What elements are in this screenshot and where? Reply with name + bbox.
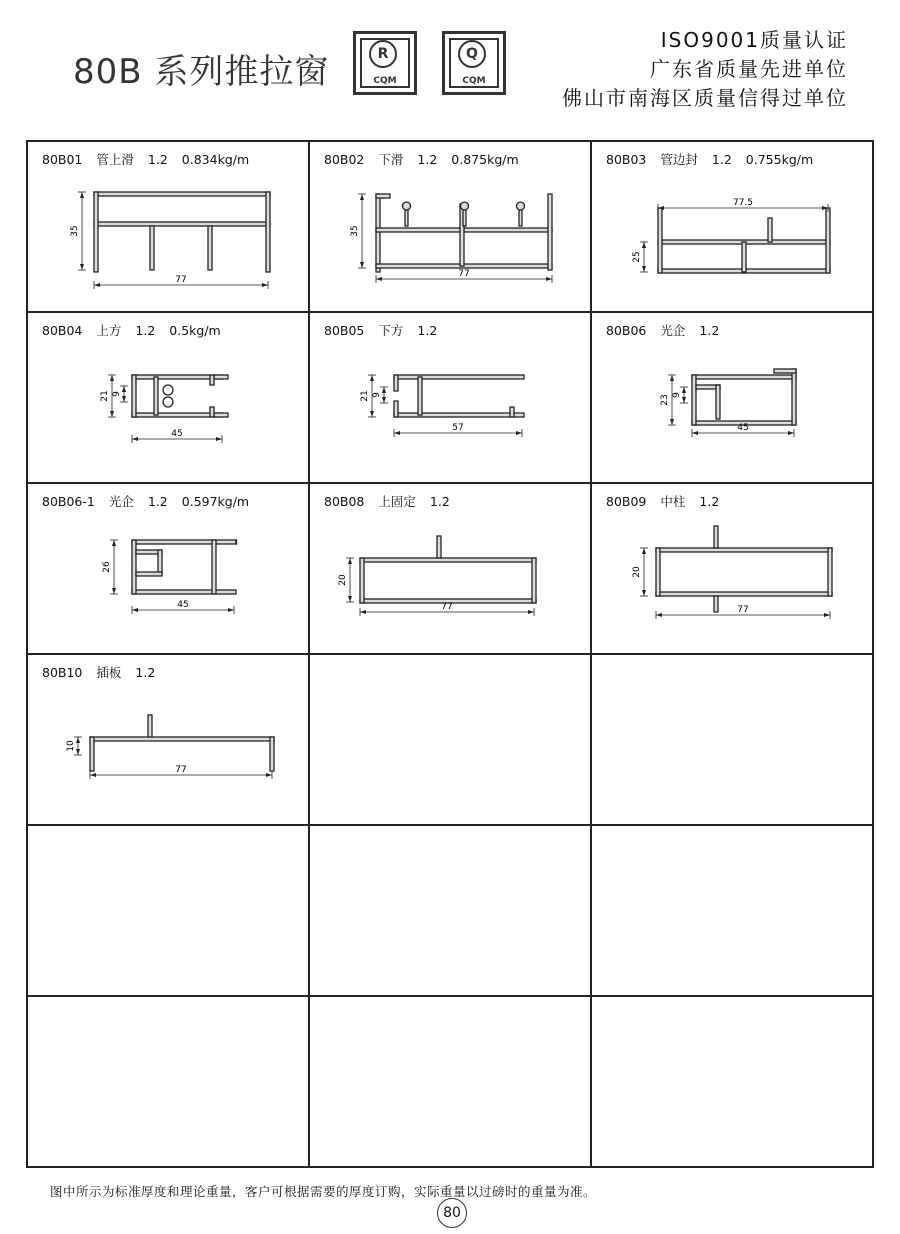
profile-part — [376, 194, 390, 198]
profile-cell-80b06-1 — [28, 484, 310, 655]
profile-part — [656, 548, 832, 552]
cert-guangdong: 广东省质量先进单位 — [650, 57, 848, 81]
dimension-arrow — [642, 590, 646, 596]
cert-foshan: 佛山市南海区质量信得过单位 — [562, 86, 848, 110]
profile-part — [692, 375, 696, 425]
profile-part — [656, 548, 660, 596]
profile-part — [158, 550, 162, 574]
dimension-label: 35 — [70, 225, 80, 237]
dimension-label: 77 — [441, 602, 453, 612]
dimension-arrow — [348, 558, 352, 564]
profile-name: 下滑 — [378, 152, 404, 167]
profile-cell-80b03 — [592, 142, 872, 313]
profile-part — [768, 218, 772, 242]
dimension-label: 21 — [360, 390, 370, 402]
profile-code: 80B06-1 — [42, 494, 95, 509]
dimension-label: 45 — [171, 429, 183, 439]
dimension-arrow — [642, 548, 646, 554]
profile-part — [742, 242, 746, 272]
profile-drawing — [592, 142, 872, 313]
dimension-arrow — [788, 431, 794, 435]
profile-part — [132, 375, 136, 417]
profile-code: 80B01 — [42, 152, 83, 167]
profile-part — [394, 413, 524, 417]
dimension-arrow — [110, 375, 114, 381]
dimension-label: 77 — [458, 269, 470, 279]
profile-name: 光企 — [108, 494, 134, 509]
grid-cell — [28, 997, 310, 1168]
profile-drawing — [310, 142, 592, 313]
profile-part — [94, 192, 270, 196]
profile-name: 插板 — [96, 665, 122, 680]
profile-name: 中柱 — [660, 494, 686, 509]
profile-drawing — [592, 313, 872, 484]
profile-drawing — [592, 484, 872, 655]
profile-part — [714, 526, 718, 548]
dimension-label: 35 — [350, 225, 360, 237]
profile-part — [792, 369, 796, 425]
profile-name: 管边封 — [660, 152, 698, 167]
profile-name: 光企 — [660, 323, 686, 338]
profile-code: 80B06 — [606, 323, 647, 338]
profile-bead — [461, 202, 469, 210]
dimension-arrow — [216, 437, 222, 441]
profile-name: 管上滑 — [96, 152, 134, 167]
dimension-label: 9 — [112, 391, 122, 397]
dimension-arrow — [122, 396, 126, 402]
profile-part — [714, 596, 718, 612]
profile-cell-80b05 — [310, 313, 592, 484]
dimension-label: 77 — [737, 605, 749, 615]
dimension-arrow — [360, 610, 366, 614]
profile-thickness: 1.2 — [135, 323, 156, 338]
profile-part — [208, 226, 212, 270]
grid-cell — [592, 826, 872, 997]
grid-cell — [310, 655, 592, 826]
profile-part — [774, 369, 796, 373]
dimension-arrow — [76, 737, 80, 743]
dimension-arrow — [262, 283, 268, 287]
cqm-r-logo — [353, 31, 417, 95]
profile-bead — [517, 202, 525, 210]
dimension-arrow — [670, 375, 674, 381]
profile-cell-80b10 — [28, 655, 310, 826]
dimension-arrow — [376, 277, 382, 281]
dimension-arrow — [546, 277, 552, 281]
profile-groove — [163, 385, 173, 395]
grid-cell — [28, 826, 310, 997]
profile-part — [90, 737, 94, 771]
profile-part — [532, 558, 536, 603]
profile-part — [150, 226, 154, 270]
dimension-arrow — [112, 588, 116, 594]
profile-cell-80b01 — [28, 142, 310, 313]
logo-q-mark: Q — [458, 40, 486, 68]
logo-r-text: CQM — [373, 76, 397, 86]
profile-name: 上固定 — [378, 494, 416, 509]
profile-part — [214, 413, 228, 417]
profile-weight: 0.875kg/m — [451, 152, 519, 167]
grid-cell — [592, 997, 872, 1168]
profile-part — [360, 558, 536, 562]
profile-part — [692, 375, 796, 379]
profile-part — [548, 194, 552, 270]
dimension-arrow — [112, 540, 116, 546]
dimension-label: 23 — [660, 394, 670, 406]
dimension-label: 9 — [372, 392, 382, 398]
dimension-arrow — [80, 192, 84, 198]
page-number: 80 — [437, 1198, 467, 1228]
dimension-arrow — [132, 437, 138, 441]
profile-thickness: 1.2 — [135, 665, 156, 680]
dimension-label: 57 — [452, 423, 464, 433]
profile-part — [270, 737, 274, 771]
profile-thickness: 1.2 — [711, 152, 732, 167]
profile-part — [94, 222, 270, 226]
profile-code: 80B10 — [42, 665, 83, 680]
profile-part — [376, 194, 380, 272]
profile-drawing — [28, 142, 310, 313]
profile-code: 80B03 — [606, 152, 647, 167]
grid-cell — [592, 655, 872, 826]
profile-drawing — [28, 313, 310, 484]
profile-thickness: 1.2 — [429, 494, 450, 509]
profile-cell-80b09 — [592, 484, 872, 655]
profile-part — [90, 737, 274, 741]
cqm-q-logo — [442, 31, 506, 95]
profile-part — [132, 413, 222, 417]
dimension-arrow — [348, 596, 352, 602]
profile-cell-80b08 — [310, 484, 592, 655]
dimension-label: 9 — [672, 392, 682, 398]
dimension-arrow — [110, 411, 114, 417]
dimension-arrow — [266, 773, 272, 777]
profile-part — [394, 401, 398, 417]
profile-code: 80B05 — [324, 323, 365, 338]
dimension-arrow — [382, 397, 386, 403]
profile-part — [826, 208, 830, 273]
profile-part — [214, 375, 228, 379]
profile-thickness: 1.2 — [417, 152, 438, 167]
dimension-arrow — [132, 608, 138, 612]
dimension-arrow — [76, 749, 80, 755]
profile-part — [510, 407, 514, 417]
profile-bead — [403, 202, 411, 210]
dimension-arrow — [370, 375, 374, 381]
profile-part — [394, 375, 398, 391]
dimension-arrow — [642, 242, 646, 248]
profile-thickness: 1.2 — [417, 323, 438, 338]
profile-code: 80B09 — [606, 494, 647, 509]
profile-thickness: 1.2 — [147, 494, 168, 509]
profile-part — [437, 536, 441, 558]
dimension-label: 77 — [175, 275, 187, 285]
logo-q-text: CQM — [462, 76, 486, 86]
profile-part — [828, 548, 832, 596]
dimension-label: 45 — [177, 600, 189, 610]
profile-part — [132, 540, 236, 544]
profile-weight: 0.834kg/m — [181, 152, 250, 167]
dimension-arrow — [90, 773, 96, 777]
dimension-label: 45 — [737, 423, 749, 433]
dimension-label: 26 — [102, 561, 112, 573]
grid-cell — [310, 997, 592, 1168]
dimension-label: 20 — [632, 566, 642, 578]
dimension-arrow — [516, 431, 522, 435]
profile-part — [132, 375, 222, 379]
dimension-label: 20 — [338, 574, 348, 586]
grid-cell — [310, 826, 592, 997]
profile-weight: 0.755kg/m — [745, 152, 814, 167]
profile-part — [154, 377, 158, 415]
dimension-arrow — [360, 194, 364, 200]
dimension-arrow — [122, 386, 126, 392]
profile-part — [394, 375, 524, 379]
profile-drawing — [310, 313, 592, 484]
profile-drawing — [28, 655, 310, 826]
dimension-arrow — [682, 387, 686, 393]
logo-r-mark: R — [369, 40, 397, 68]
profile-weight: 0.5kg/m — [169, 323, 221, 338]
dimension-arrow — [642, 266, 646, 272]
profile-drawing — [310, 484, 592, 655]
profile-groove — [163, 397, 173, 407]
page-title: 80B 系列推拉窗 — [73, 52, 330, 92]
dimension-arrow — [682, 397, 686, 403]
profile-part — [418, 377, 422, 415]
dimension-arrow — [670, 419, 674, 425]
cert-iso: ISO9001质量认证 — [660, 28, 848, 52]
profile-cell-80b02 — [310, 142, 592, 313]
dimension-arrow — [94, 283, 100, 287]
dimension-arrow — [656, 613, 662, 617]
profile-part — [132, 540, 136, 594]
profile-part — [136, 572, 162, 576]
profile-cell-80b06 — [592, 313, 872, 484]
dimension-label: 77.5 — [732, 198, 754, 208]
profile-part — [716, 385, 720, 419]
dimension-arrow — [228, 608, 234, 612]
dimension-label: 21 — [100, 390, 110, 402]
dimension-arrow — [382, 387, 386, 393]
dimension-arrow — [80, 264, 84, 270]
profile-part — [148, 715, 152, 737]
dimension-label: 25 — [632, 251, 642, 263]
profile-part — [212, 540, 216, 594]
profile-code: 80B02 — [324, 152, 365, 167]
profile-weight: 0.597kg/m — [181, 494, 250, 509]
dimension-label: 10 — [66, 740, 76, 752]
profile-code: 80B08 — [324, 494, 365, 509]
dimension-arrow — [528, 610, 534, 614]
profile-thickness: 1.2 — [147, 152, 168, 167]
profile-part — [360, 558, 364, 603]
dimension-arrow — [692, 431, 698, 435]
profile-part — [132, 590, 236, 594]
profile-part — [658, 208, 662, 273]
footer-note: 图中所示为标准厚度和理论重量，客户可根据需要的厚度订购，实际重量以过磅时的重量为准。 — [50, 1184, 597, 1199]
dimension-arrow — [370, 411, 374, 417]
dimension-arrow — [394, 431, 400, 435]
profile-thickness: 1.2 — [699, 494, 720, 509]
profile-part — [236, 540, 237, 544]
dimension-arrow — [824, 613, 830, 617]
profile-part — [94, 192, 98, 272]
profile-grid — [26, 140, 874, 1168]
dimension-arrow — [360, 262, 364, 268]
profile-drawing — [28, 484, 310, 655]
profile-thickness: 1.2 — [699, 323, 720, 338]
dimension-label: 77 — [175, 765, 187, 775]
profile-part — [266, 192, 270, 272]
profile-part — [656, 592, 832, 596]
profile-name: 上方 — [96, 323, 122, 338]
profile-cell-80b04 — [28, 313, 310, 484]
profile-name: 下方 — [378, 323, 404, 338]
profile-code: 80B04 — [42, 323, 83, 338]
